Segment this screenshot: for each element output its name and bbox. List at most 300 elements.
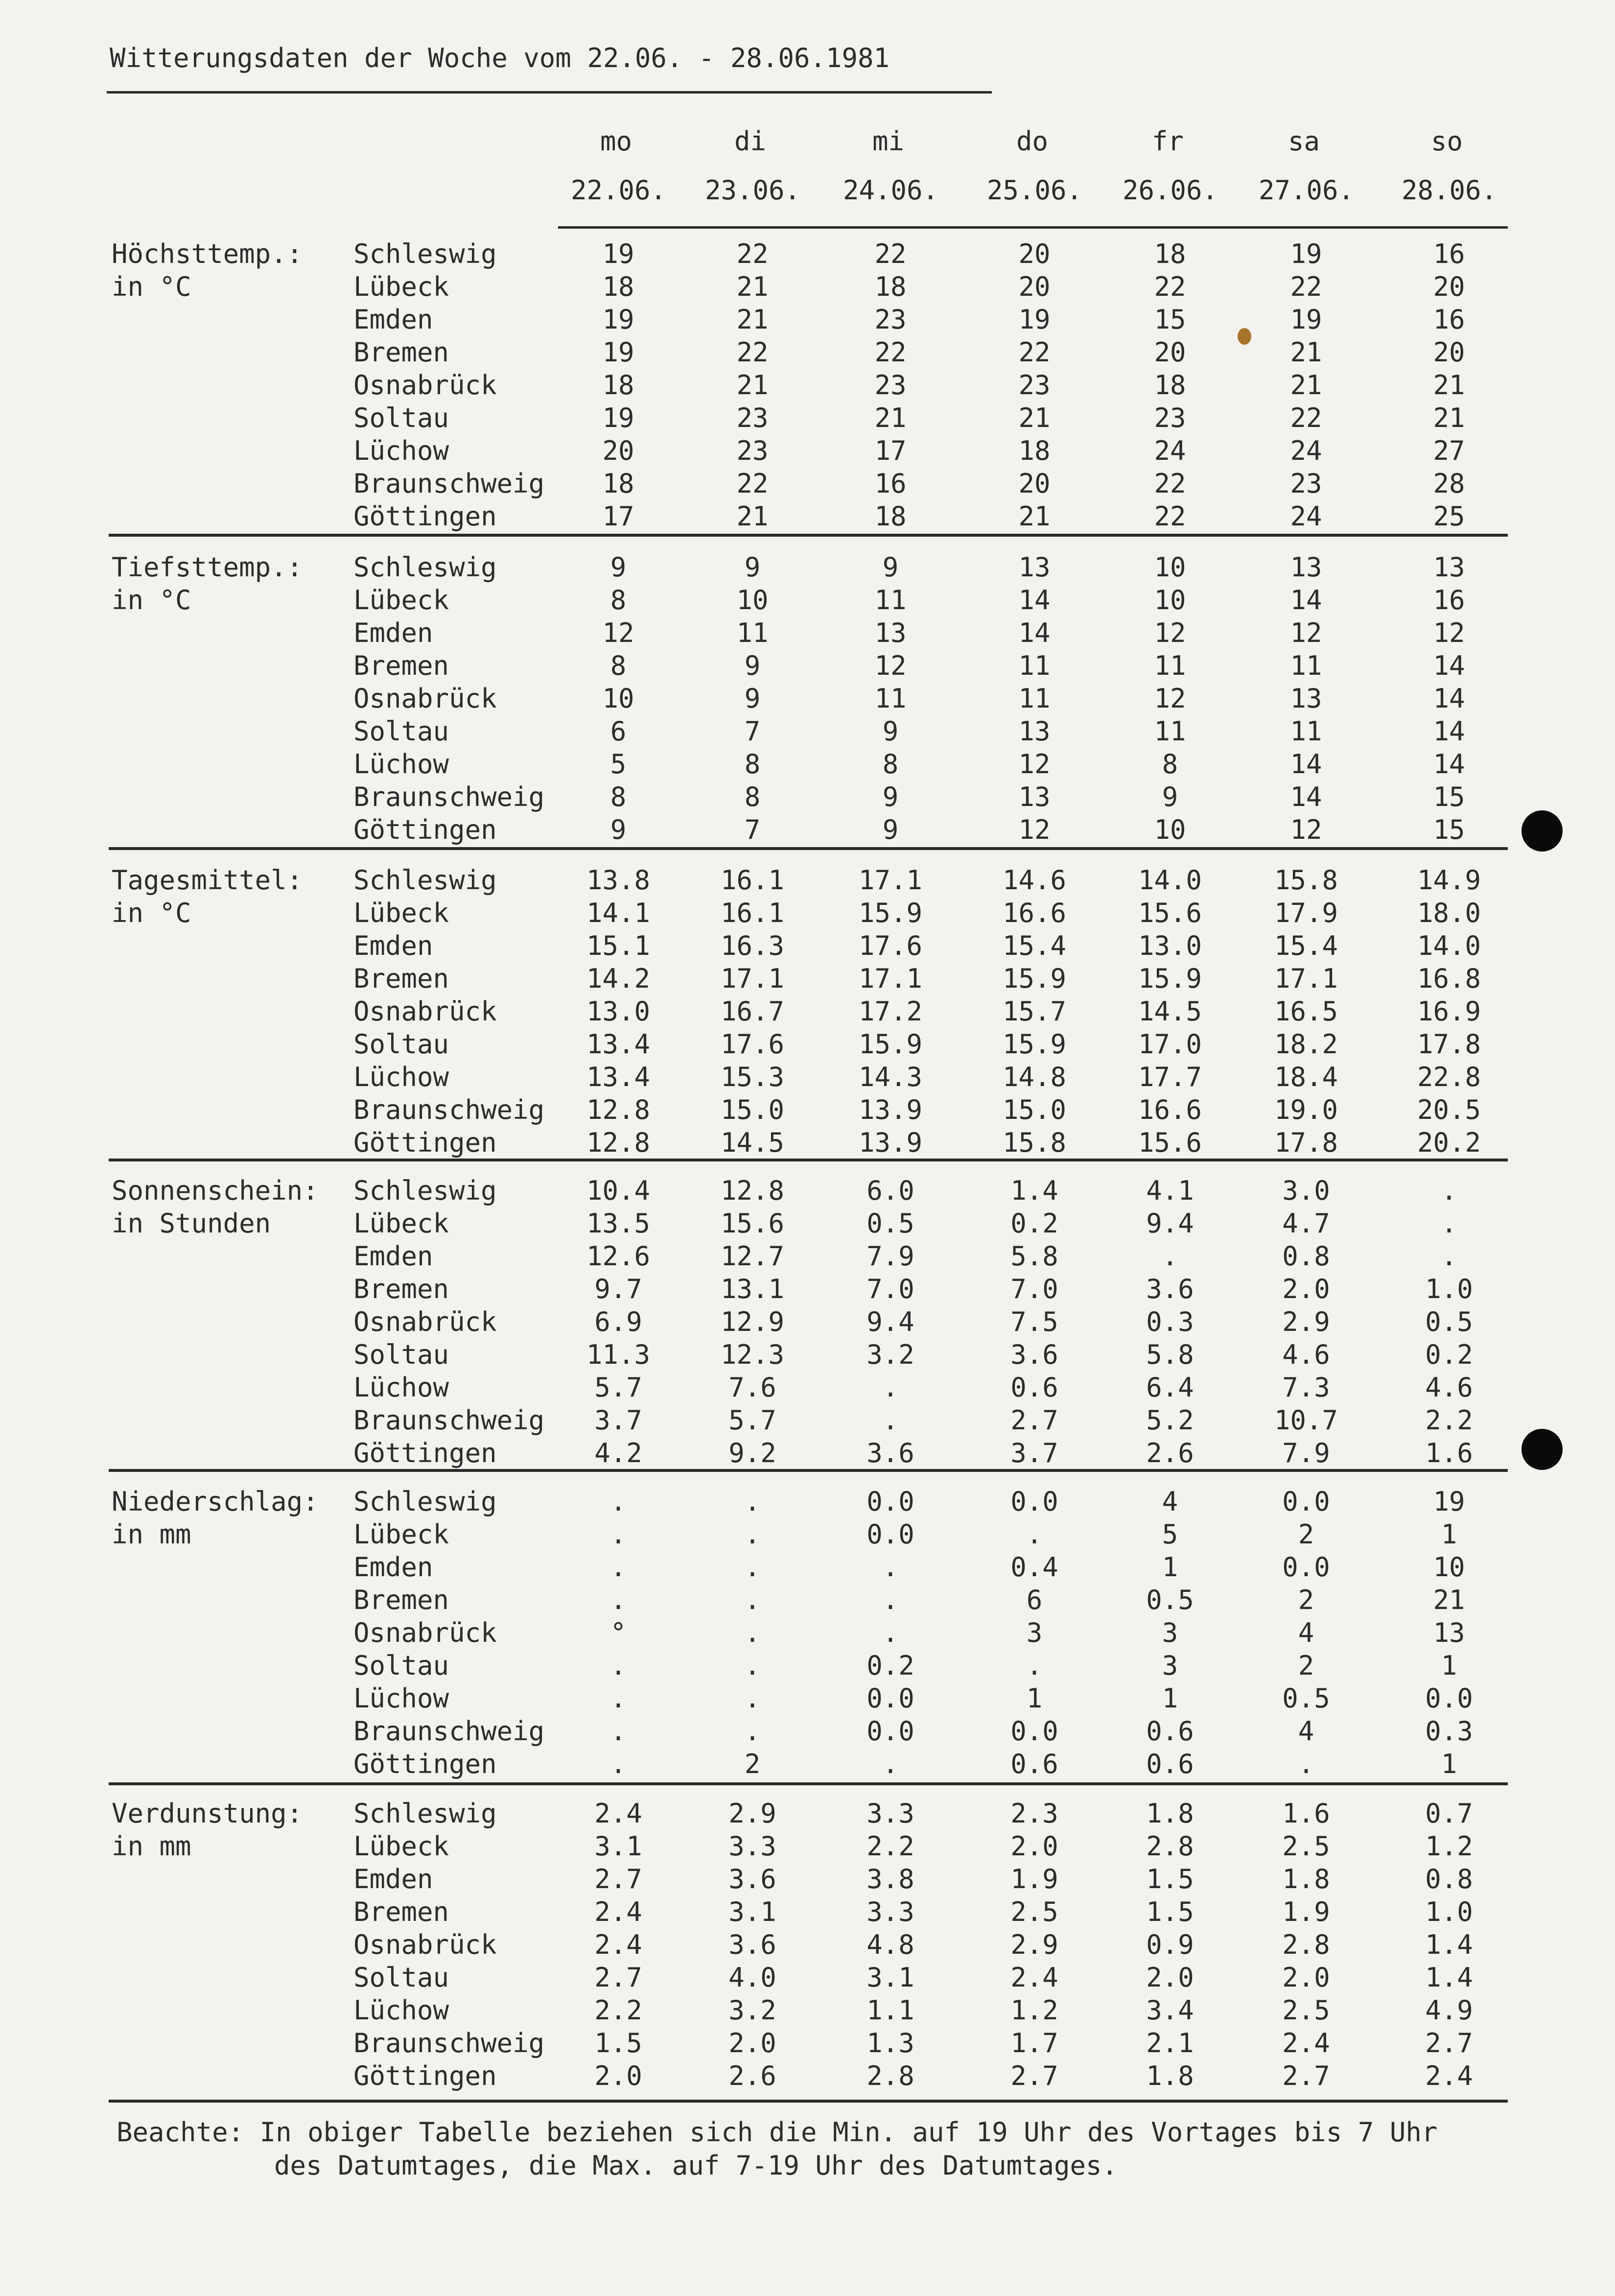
table-cell: 2.0 (1010, 1831, 1058, 1862)
table-cell: 17.2 (858, 996, 923, 1027)
table-cell: 2.0 (1282, 1962, 1330, 1993)
table-cell: 3.2 (728, 1995, 776, 2026)
table-cell: . (744, 1486, 761, 1517)
section-unit: in °C (112, 271, 191, 302)
table-cell: . (1441, 1241, 1457, 1272)
table-cell: 15.6 (1138, 1127, 1202, 1158)
table-cell: 3.8 (866, 1864, 914, 1894)
table-cell: 3.6 (728, 1929, 776, 1960)
table-cell: 5.2 (1146, 1405, 1194, 1436)
station-name: Bremen (353, 1896, 449, 1927)
table-cell: 20 (1433, 271, 1465, 302)
table-cell: . (882, 1585, 899, 1615)
table-cell: 1.0 (1425, 1896, 1473, 1927)
table-cell: 10 (736, 585, 769, 615)
ink-stain (1238, 328, 1251, 345)
table-cell: 15.9 (1138, 963, 1202, 994)
table-cell: 3.3 (728, 1831, 776, 1862)
table-cell: 21 (1290, 370, 1322, 401)
table-cell: 16.1 (720, 865, 785, 896)
day-name: mi (872, 126, 905, 157)
table-cell: 1.5 (594, 2028, 642, 2059)
table-cell: 18 (1154, 238, 1186, 269)
day-date: 28.06. (1402, 175, 1498, 206)
table-cell: 12.7 (720, 1241, 785, 1272)
table-cell: . (610, 1585, 627, 1615)
table-cell: 1.6 (1282, 1798, 1330, 1829)
station-name: Schleswig (353, 1175, 497, 1206)
table-cell: 21 (1018, 501, 1051, 532)
station-name: Braunschweig (353, 2028, 545, 2059)
table-cell: 14 (1290, 749, 1322, 780)
table-cell: 4.7 (1282, 1208, 1330, 1239)
table-cell: . (882, 1405, 899, 1436)
station-name: Göttingen (353, 2060, 497, 2091)
table-cell: 20 (1018, 271, 1051, 302)
table-cell: 10 (602, 683, 634, 714)
table-cell: 0.0 (1282, 1552, 1330, 1583)
table-cell: 12.9 (720, 1306, 785, 1337)
table-cell: 9.2 (728, 1438, 776, 1468)
station-name: Soltau (353, 1029, 449, 1060)
day-name: do (1016, 126, 1049, 157)
table-cell: . (610, 1552, 627, 1583)
table-cell: 3.1 (728, 1896, 776, 1927)
table-cell: 2.0 (1282, 1274, 1330, 1304)
table-cell: 23 (736, 435, 769, 466)
table-cell: 22 (736, 238, 769, 269)
table-cell: 21 (1433, 1585, 1465, 1615)
table-cell: 2.0 (728, 2028, 776, 2059)
table-cell: 2.5 (1282, 1995, 1330, 2026)
station-name: Soltau (353, 402, 449, 433)
table-cell: 15 (1433, 814, 1465, 845)
table-cell: 5.8 (1146, 1339, 1194, 1370)
station-name: Lübeck (353, 585, 449, 615)
table-cell: 13.5 (586, 1208, 651, 1239)
table-cell: 1 (1441, 1650, 1457, 1681)
table-cell: 2.7 (1425, 2028, 1473, 2059)
table-cell: 0.3 (1146, 1306, 1194, 1337)
section-divider (109, 1782, 1508, 1785)
table-cell: . (882, 1372, 899, 1403)
table-cell: 4.0 (728, 1962, 776, 1993)
station-name: Osnabrück (353, 370, 497, 401)
table-cell: 15.4 (1274, 930, 1338, 961)
section-divider (109, 2100, 1508, 2103)
table-cell: 12.8 (586, 1127, 651, 1158)
table-cell: 6.9 (594, 1306, 642, 1337)
table-cell: 1.6 (1425, 1438, 1473, 1468)
table-cell: . (610, 1519, 627, 1550)
station-name: Osnabrück (353, 1929, 497, 1960)
section-divider (109, 847, 1508, 850)
table-cell: 17 (602, 501, 634, 532)
table-cell: 1.8 (1146, 1798, 1194, 1829)
table-cell: 19.0 (1274, 1094, 1338, 1125)
station-name: Braunschweig (353, 1716, 545, 1747)
table-cell: 22 (1290, 402, 1322, 433)
table-cell: 1.5 (1146, 1864, 1194, 1894)
table-cell: 2.1 (1146, 2028, 1194, 2059)
table-cell: . (610, 1486, 627, 1517)
table-cell: 2.6 (728, 2060, 776, 2091)
station-name: Braunschweig (353, 1405, 545, 1436)
table-cell: 23 (736, 402, 769, 433)
table-cell: 9 (1162, 781, 1178, 812)
table-cell: 1.7 (1010, 2028, 1058, 2059)
table-cell: 4.2 (594, 1438, 642, 1468)
station-name: Emden (353, 1552, 433, 1583)
table-cell: 16.3 (720, 930, 785, 961)
table-cell: 2.4 (1010, 1962, 1058, 1993)
table-cell: 0.0 (866, 1716, 914, 1747)
station-name: Lüchow (353, 435, 449, 466)
table-cell: 23 (1154, 402, 1186, 433)
table-cell: 0.8 (1425, 1864, 1473, 1894)
station-name: Osnabrück (353, 1306, 497, 1337)
table-cell: 23 (1018, 370, 1051, 401)
table-cell: 15.3 (720, 1062, 785, 1092)
table-cell: 1.4 (1010, 1175, 1058, 1206)
table-cell: 16 (1433, 238, 1465, 269)
station-name: Osnabrück (353, 996, 497, 1027)
table-cell: 13 (1290, 683, 1322, 714)
note-line-1: Beachte: In obiger Tabelle beziehen sich die Min. auf 19 Uhr des Vortages bis 7 Uhr (117, 2117, 1438, 2148)
table-cell: 16.1 (720, 898, 785, 928)
table-cell: 1.1 (866, 1995, 914, 2026)
table-cell: 10 (1433, 1552, 1465, 1583)
table-cell: 15.7 (1002, 996, 1067, 1027)
table-cell: 5.7 (728, 1405, 776, 1436)
table-cell: 19 (602, 304, 634, 335)
table-cell: 12.3 (720, 1339, 785, 1370)
table-cell: 9 (882, 552, 899, 583)
table-cell: 2.8 (866, 2060, 914, 2091)
station-name: Lübeck (353, 1831, 449, 1862)
section-unit: in mm (112, 1519, 191, 1550)
table-cell: 18.0 (1417, 898, 1481, 928)
table-cell: 11 (736, 617, 769, 648)
table-cell: 16 (1433, 304, 1465, 335)
table-cell: 17.9 (1274, 898, 1338, 928)
table-cell: 0.6 (1010, 1372, 1058, 1403)
table-cell: 15.0 (720, 1094, 785, 1125)
table-cell: 13 (1433, 552, 1465, 583)
table-cell: 7.6 (728, 1372, 776, 1403)
table-cell: 13.4 (586, 1062, 651, 1092)
table-cell: 0.0 (1010, 1486, 1058, 1517)
table-cell: 14.8 (1002, 1062, 1067, 1092)
day-date: 26.06. (1123, 175, 1218, 206)
table-cell: 20 (602, 435, 634, 466)
table-cell: 12 (1018, 814, 1051, 845)
table-cell: 7.9 (1282, 1438, 1330, 1468)
table-cell: . (1162, 1241, 1178, 1272)
section-label: Tiefsttemp.: (112, 552, 303, 583)
table-cell: 18 (602, 468, 634, 499)
table-cell: 5.7 (594, 1372, 642, 1403)
table-cell: 1.0 (1425, 1274, 1473, 1304)
table-cell: 0.9 (1146, 1929, 1194, 1960)
table-cell: 21 (874, 402, 907, 433)
table-cell: 21 (736, 370, 769, 401)
table-cell: . (882, 1552, 899, 1583)
table-cell: 13.0 (1138, 930, 1202, 961)
station-name: Braunschweig (353, 781, 545, 812)
table-cell: 2.2 (1425, 1405, 1473, 1436)
table-cell: 2.7 (1010, 1405, 1058, 1436)
table-cell: 3.0 (1282, 1175, 1330, 1206)
table-cell: 14 (1290, 585, 1322, 615)
table-cell: 15.9 (1002, 963, 1067, 994)
table-cell: 7 (744, 716, 761, 747)
table-cell: 12 (1290, 814, 1322, 845)
station-name: Schleswig (353, 1486, 497, 1517)
station-name: Bremen (353, 1585, 449, 1615)
table-cell: 0.7 (1425, 1798, 1473, 1829)
table-cell: 1 (1441, 1749, 1457, 1779)
table-cell: 13.9 (858, 1127, 923, 1158)
station-name: Bremen (353, 337, 449, 368)
table-cell: 13 (1290, 552, 1322, 583)
table-cell: . (744, 1650, 761, 1681)
table-cell: 3.3 (866, 1798, 914, 1829)
table-cell: 15.9 (858, 1029, 923, 1060)
table-cell: 17.1 (720, 963, 785, 994)
table-cell: . (610, 1749, 627, 1779)
table-cell: 9 (744, 552, 761, 583)
section-label: Höchsttemp.: (112, 238, 303, 269)
station-name: Emden (353, 617, 433, 648)
table-cell: 9.4 (866, 1306, 914, 1337)
table-cell: 18 (602, 271, 634, 302)
station-name: Osnabrück (353, 1617, 497, 1648)
table-cell: 17.8 (1274, 1127, 1338, 1158)
table-cell: . (1298, 1749, 1314, 1779)
table-cell: 22 (736, 468, 769, 499)
table-cell: 4.8 (866, 1929, 914, 1960)
table-cell: 1.4 (1425, 1962, 1473, 1993)
table-cell: 14 (1018, 617, 1051, 648)
table-cell: 2.4 (1425, 2060, 1473, 2091)
table-cell: 1.5 (1146, 1896, 1194, 1927)
section-label: Sonnenschein: (112, 1175, 319, 1206)
table-cell: 22 (1154, 271, 1186, 302)
table-cell: 2 (1298, 1585, 1314, 1615)
table-cell: 8 (744, 781, 761, 812)
table-cell: 18.2 (1274, 1029, 1338, 1060)
table-cell: . (610, 1683, 627, 1714)
table-cell: 22 (874, 337, 907, 368)
table-cell: 12.6 (586, 1241, 651, 1272)
table-cell: 13 (1018, 552, 1051, 583)
station-name: Schleswig (353, 1798, 497, 1829)
day-name: sa (1288, 126, 1320, 157)
table-cell: 28 (1433, 468, 1465, 499)
table-cell: 14 (1018, 585, 1051, 615)
table-cell: 17.7 (1138, 1062, 1202, 1092)
table-cell: 4.9 (1425, 1995, 1473, 2026)
table-cell: 1.9 (1282, 1896, 1330, 1927)
day-date: 27.06. (1259, 175, 1355, 206)
table-cell: 9 (610, 552, 627, 583)
table-cell: 10.7 (1274, 1405, 1338, 1436)
table-cell: 23 (874, 304, 907, 335)
table-cell: 6.4 (1146, 1372, 1194, 1403)
station-name: Göttingen (353, 1127, 497, 1158)
table-cell: 18 (1018, 435, 1051, 466)
table-cell: . (610, 1716, 627, 1747)
table-cell: 23 (874, 370, 907, 401)
table-cell: 1.8 (1146, 2060, 1194, 2091)
station-name: Soltau (353, 1650, 449, 1681)
table-cell: 3.2 (866, 1339, 914, 1370)
station-name: Schleswig (353, 865, 497, 896)
table-cell: 15.6 (1138, 898, 1202, 928)
punch-hole-bottom (1521, 1429, 1563, 1470)
table-cell: 1 (1162, 1552, 1178, 1583)
table-cell: 15.6 (720, 1208, 785, 1239)
table-cell: 22 (736, 337, 769, 368)
table-cell: 7.0 (1010, 1274, 1058, 1304)
table-cell: 10 (1154, 585, 1186, 615)
table-cell: 0.6 (1146, 1749, 1194, 1779)
section-label: Verdunstung: (112, 1798, 303, 1829)
table-cell: 2 (1298, 1650, 1314, 1681)
table-cell: 12 (1154, 617, 1186, 648)
station-name: Bremen (353, 1274, 449, 1304)
table-cell: 15.9 (1002, 1029, 1067, 1060)
station-name: Lübeck (353, 1208, 449, 1239)
table-cell: 12.8 (720, 1175, 785, 1206)
table-cell: 8 (610, 650, 627, 681)
table-cell: 15.0 (1002, 1094, 1067, 1125)
table-cell: 12 (1018, 749, 1051, 780)
table-cell: 4 (1298, 1716, 1314, 1747)
table-cell: 6 (610, 716, 627, 747)
table-cell: 16.5 (1274, 996, 1338, 1027)
station-name: Soltau (353, 1339, 449, 1370)
table-cell: 21 (736, 271, 769, 302)
table-cell: 20.5 (1417, 1094, 1481, 1125)
table-cell: 13.8 (586, 865, 651, 896)
table-cell: 0.0 (1282, 1486, 1330, 1517)
station-name: Braunschweig (353, 1094, 545, 1125)
table-cell: 4 (1298, 1617, 1314, 1648)
punch-hole-top (1521, 810, 1563, 852)
table-cell: 9 (882, 781, 899, 812)
table-cell: 15.1 (586, 930, 651, 961)
table-cell: 14.5 (720, 1127, 785, 1158)
table-cell: 2.8 (1146, 1831, 1194, 1862)
table-cell: 14.9 (1417, 865, 1481, 896)
table-cell: 5 (610, 749, 627, 780)
section-label: Tagesmittel: (112, 865, 303, 896)
table-cell: 13 (874, 617, 907, 648)
header-divider (558, 226, 1508, 229)
table-cell: 2.5 (1282, 1831, 1330, 1862)
table-cell: 4.6 (1282, 1339, 1330, 1370)
day-name: so (1431, 126, 1463, 157)
table-cell: 0.5 (866, 1208, 914, 1239)
table-cell: 15.8 (1274, 865, 1338, 896)
table-cell: 8 (744, 749, 761, 780)
table-cell: 14 (1433, 749, 1465, 780)
table-cell: 3.6 (728, 1864, 776, 1894)
table-cell: 16.6 (1002, 898, 1067, 928)
section-unit: in °C (112, 898, 191, 928)
table-cell: 15.8 (1002, 1127, 1067, 1158)
table-cell: 18 (1154, 370, 1186, 401)
table-cell: 5.8 (1010, 1241, 1058, 1272)
table-cell: 11 (1290, 650, 1322, 681)
table-cell: . (882, 1617, 899, 1648)
note-line-2: des Datumtages, die Max. auf 7-19 Uhr des Datumtages. (274, 2150, 1118, 2181)
table-cell: . (1441, 1208, 1457, 1239)
table-cell: 2.5 (1010, 1896, 1058, 1927)
table-cell: 12 (1433, 617, 1465, 648)
table-cell: 16.6 (1138, 1094, 1202, 1125)
table-cell: 24 (1290, 435, 1322, 466)
station-name: Emden (353, 1241, 433, 1272)
table-cell: 21 (1018, 402, 1051, 433)
table-cell: 14.2 (586, 963, 651, 994)
title-underline (107, 91, 992, 94)
table-cell: 2.4 (594, 1896, 642, 1927)
table-cell: 13.0 (586, 996, 651, 1027)
table-cell: 2.9 (728, 1798, 776, 1829)
table-cell: 11 (1290, 716, 1322, 747)
table-cell: 11 (1154, 650, 1186, 681)
table-cell: 12 (602, 617, 634, 648)
station-name: Emden (353, 304, 433, 335)
table-cell: 5 (1162, 1519, 1178, 1550)
table-cell: 0.2 (1010, 1208, 1058, 1239)
table-cell: 24 (1154, 435, 1186, 466)
table-cell: 0.2 (1425, 1339, 1473, 1370)
table-cell: 8 (1162, 749, 1178, 780)
station-name: Emden (353, 1864, 433, 1894)
table-cell: 13.9 (858, 1094, 923, 1125)
table-cell: 3 (1162, 1617, 1178, 1648)
day-date: 23.06. (705, 175, 801, 206)
station-name: Bremen (353, 650, 449, 681)
station-name: Schleswig (353, 552, 497, 583)
table-cell: 22 (1154, 468, 1186, 499)
table-cell: 14.0 (1417, 930, 1481, 961)
table-cell: 17.8 (1417, 1029, 1481, 1060)
table-cell: 1 (1441, 1519, 1457, 1550)
table-cell: 20 (1018, 468, 1051, 499)
table-cell: 14.6 (1002, 865, 1067, 896)
table-cell: 14.1 (586, 898, 651, 928)
table-cell: 2.6 (1146, 1438, 1194, 1468)
section-divider (109, 1159, 1508, 1161)
table-cell: 9 (744, 650, 761, 681)
table-cell: 19 (1433, 1486, 1465, 1517)
table-cell: 16.7 (720, 996, 785, 1027)
table-cell: 1.3 (866, 2028, 914, 2059)
table-cell: 11 (1018, 650, 1051, 681)
table-cell: 22 (1154, 501, 1186, 532)
table-cell: 0.0 (1425, 1683, 1473, 1714)
table-cell: 17.6 (858, 930, 923, 961)
table-cell: 9 (882, 716, 899, 747)
table-cell: 18.4 (1274, 1062, 1338, 1092)
station-name: Schleswig (353, 238, 497, 269)
table-cell: 2.9 (1282, 1306, 1330, 1337)
